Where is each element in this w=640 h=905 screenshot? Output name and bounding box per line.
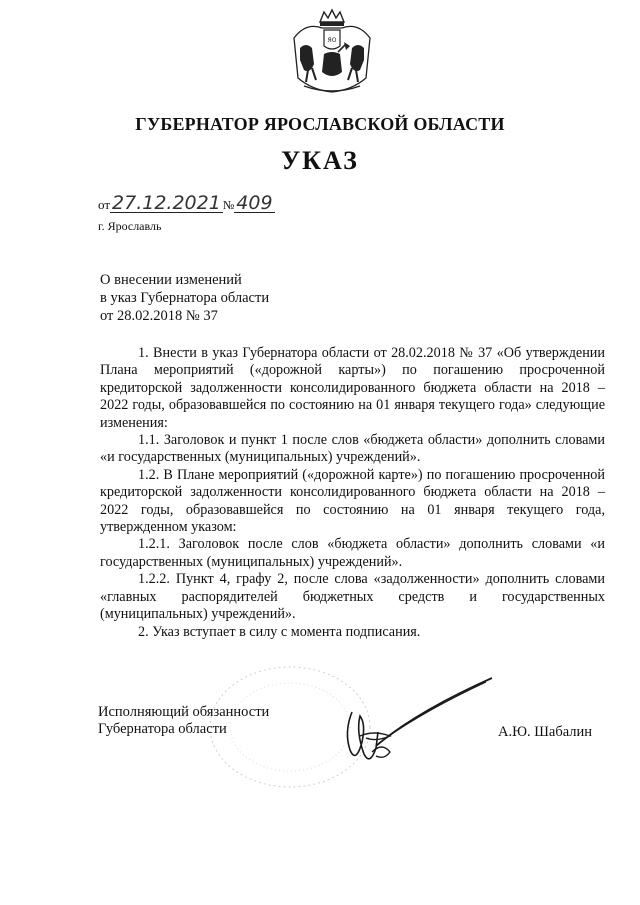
body-paragraph: 1.2. В Плане мероприятий («дорожной карте») по погашению просроченной кредиторской задолженности консолидированного бюджета области на 2018 – 2022 годы, образовавшейся по состоянию на 01 января текущего года, утвержденном указом:: [100, 466, 605, 536]
handwritten-number: 409: [236, 192, 273, 214]
date-number-line: [98, 194, 275, 220]
decree-body: [100, 345, 605, 641]
date-prefix: от: [98, 197, 111, 212]
body-paragraph: 1. Внести в указ Губернатора области от 28.02.2018 № 37 «Об утверждении Плана мероприятий («дорожной карты») по погашению просроченной кредиторской задолженности консолидированного бюджета области на 2018 – 2022 годы, образовавшейся по состоянию на 01 января текущего года» следующие изменения:: [100, 345, 605, 431]
subject-line: в указ Губернатора области: [100, 290, 270, 306]
subject-block: [100, 271, 269, 325]
body-paragraph: 1.2.2. Пункт 4, графу 2, после слова «задолженности» дополнить словами «главных распорядителей бюджетных средств и государственных (муниципальных) учреждений».: [100, 571, 605, 623]
issuing-authority-heading: ГУБЕРНАТОР ЯРОСЛАВСКОЙ ОБЛАСТИ: [135, 114, 505, 134]
handwritten-date: 27.12.2021: [112, 192, 221, 214]
position-line: Губернатора области: [98, 721, 227, 737]
document-type-title: УКАЗ: [281, 146, 359, 175]
city-label: г. Ярославль: [98, 219, 162, 233]
body-paragraph: 2. Указ вступает в силу с момента подписания.: [138, 623, 421, 640]
number-sign: №: [222, 198, 235, 212]
handwritten-signature: [316, 672, 496, 772]
body-paragraph: 1.2.1. Заголовок после слов «бюджета области» дополнить словами «и государственных (муниципальных) учреждений».: [100, 536, 605, 570]
signatory-name: А.Ю. Шабалин: [498, 724, 593, 740]
subject-line: О внесении изменений: [100, 272, 242, 288]
signatory-position: [98, 704, 269, 738]
svg-text:ЯО: ЯО: [327, 37, 337, 44]
body-paragraph: 1.1. Заголовок и пункт 1 после слов «бюджета области» дополнить словами «и государственных (муниципальных) учреждений».: [100, 432, 605, 466]
position-line: Исполняющий обязанности: [98, 704, 270, 720]
subject-line: от 28.02.2018 № 37: [100, 308, 218, 324]
coat-of-arms-emblem: [286, 8, 378, 94]
